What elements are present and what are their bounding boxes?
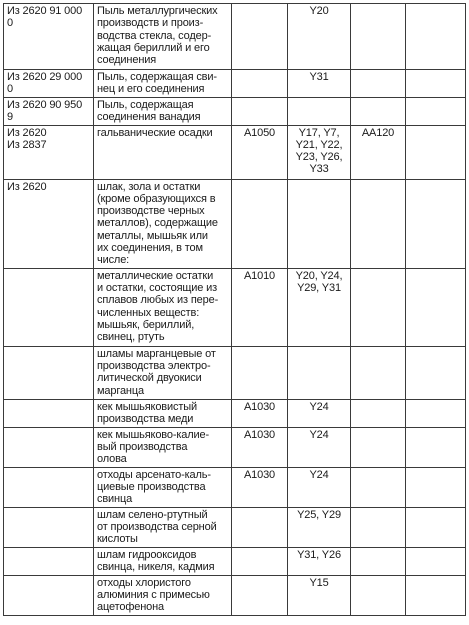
empty-cell [406, 268, 466, 346]
description-cell: кек мышьяковистый производства меди [94, 399, 232, 427]
description-cell: шламы марганцевые от производства электро- литической двуокиси марганца [94, 346, 232, 399]
table-row [4, 346, 466, 399]
y-category-cell: Y17, Y7, Y21, Y22, Y23, Y26, Y33 [288, 125, 351, 179]
table-row [4, 507, 466, 547]
empty-cell [406, 467, 466, 507]
y-category-cell: Y24 [288, 399, 351, 427]
hs-code-cell [4, 268, 94, 346]
y-category-cell [288, 179, 351, 268]
oecd-code-cell [351, 507, 406, 547]
basel-a-code-cell [232, 179, 288, 268]
basel-a-code-cell [232, 575, 288, 615]
empty-cell [406, 125, 466, 179]
table-row [4, 70, 466, 98]
oecd-code-cell [351, 346, 406, 399]
table-row [4, 575, 466, 615]
empty-cell [406, 346, 466, 399]
y-category-cell: Y24 [288, 467, 351, 507]
description-cell: кек мышьяково-калие- вый производства олова [94, 427, 232, 467]
hs-code-cell [4, 507, 94, 547]
empty-cell [406, 4, 466, 70]
empty-cell [406, 575, 466, 615]
basel-a-code-cell: A1030 [232, 399, 288, 427]
table-row [4, 399, 466, 427]
oecd-code-cell [351, 179, 406, 268]
basel-a-code-cell [232, 70, 288, 98]
hs-code-cell: Из 2620 29 000 0 [4, 70, 94, 98]
description-cell: гальванические осадки [94, 125, 232, 179]
description-cell: Пыль металлургических производств и произ- водства стекла, содер- жащая бериллий и его соединения [94, 4, 232, 70]
table-row [4, 467, 466, 507]
oecd-code-cell [351, 98, 406, 126]
table-row [4, 268, 466, 346]
basel-a-code-cell: A1030 [232, 467, 288, 507]
table-row [4, 179, 466, 268]
basel-a-code-cell [232, 507, 288, 547]
empty-cell [406, 427, 466, 467]
hs-code-cell [4, 346, 94, 399]
basel-a-code-cell: A1050 [232, 125, 288, 179]
oecd-code-cell [351, 399, 406, 427]
description-cell: отходы арсенато-каль- циевые производства свинца [94, 467, 232, 507]
basel-a-code-cell [232, 346, 288, 399]
hs-code-cell: Из 2620 [4, 179, 94, 268]
table-row [4, 427, 466, 467]
empty-cell [406, 70, 466, 98]
description-cell: шлам гидрооксидов свинца, никеля, кадмия [94, 547, 232, 575]
hs-code-cell: Из 2620 91 000 0 [4, 4, 94, 70]
oecd-code-cell [351, 4, 406, 70]
table-row [4, 4, 466, 70]
hs-code-cell: Из 2620 Из 2837 [4, 125, 94, 179]
basel-a-code-cell: A1010 [232, 268, 288, 346]
y-category-cell: Y20 [288, 4, 351, 70]
hs-code-cell [4, 575, 94, 615]
oecd-code-cell [351, 575, 406, 615]
hs-code-cell [4, 547, 94, 575]
description-cell: отходы хлористого алюминия с примесью ацетофенона [94, 575, 232, 615]
oecd-code-cell [351, 547, 406, 575]
waste-classification-table [3, 3, 466, 616]
y-category-cell: Y15 [288, 575, 351, 615]
table-row [4, 547, 466, 575]
empty-cell [406, 98, 466, 126]
hs-code-cell [4, 399, 94, 427]
description-cell: шлак, зола и остатки (кроме образующихся в производстве черных металлов), содержащие металлы, мышьяк или их соединения, в том числе: [94, 179, 232, 268]
y-category-cell: Y31, Y26 [288, 547, 351, 575]
empty-cell [406, 399, 466, 427]
table-row [4, 98, 466, 126]
empty-cell [406, 507, 466, 547]
oecd-code-cell [351, 70, 406, 98]
basel-a-code-cell [232, 547, 288, 575]
table-row [4, 125, 466, 179]
y-category-cell [288, 98, 351, 126]
basel-a-code-cell: A1030 [232, 427, 288, 467]
hs-code-cell [4, 467, 94, 507]
oecd-code-cell [351, 268, 406, 346]
empty-cell [406, 547, 466, 575]
description-cell: Пыль, содержащая сви- нец и его соединения [94, 70, 232, 98]
y-category-cell: Y20, Y24, Y29, Y31 [288, 268, 351, 346]
empty-cell [406, 179, 466, 268]
oecd-code-cell: AA120 [351, 125, 406, 179]
oecd-code-cell [351, 467, 406, 507]
description-cell: шлам селено-ртутный от производства серной кислоты [94, 507, 232, 547]
y-category-cell [288, 346, 351, 399]
y-category-cell: Y25, Y29 [288, 507, 351, 547]
hs-code-cell [4, 427, 94, 467]
y-category-cell: Y24 [288, 427, 351, 467]
oecd-code-cell [351, 427, 406, 467]
basel-a-code-cell [232, 4, 288, 70]
hs-code-cell: Из 2620 90 950 9 [4, 98, 94, 126]
basel-a-code-cell [232, 98, 288, 126]
y-category-cell: Y31 [288, 70, 351, 98]
description-cell: Пыль, содержащая соединения ванадия [94, 98, 232, 126]
description-cell: металлические остатки и остатки, состоящие из сплавов любых из пере- численных веществ: мышьяк, бериллий, свинец, ртуть [94, 268, 232, 346]
